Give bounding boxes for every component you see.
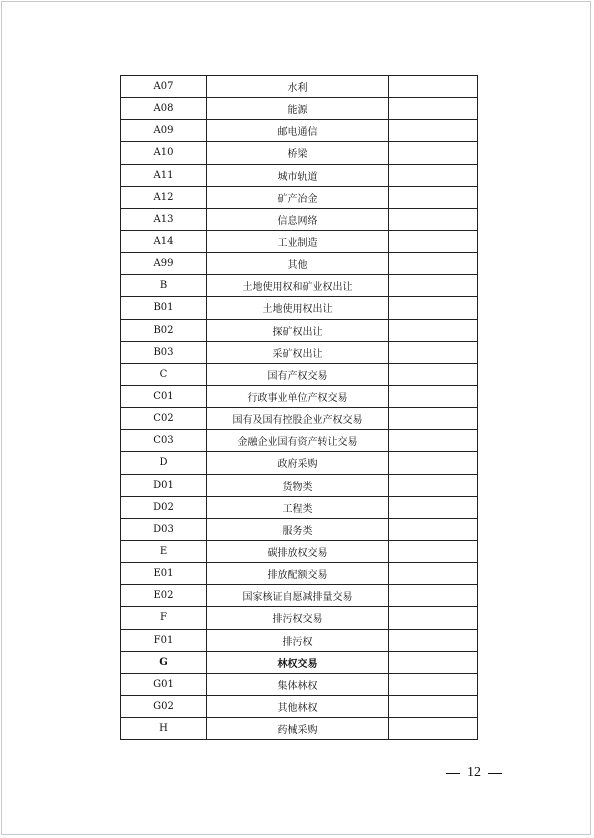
note-cell — [389, 607, 478, 629]
name-cell: 政府采购 — [207, 452, 389, 474]
name-cell: 服务类 — [207, 518, 389, 540]
table-row — [121, 518, 478, 540]
name-cell: 国家核证自愿减排量交易 — [207, 585, 389, 607]
code-cell: F01 — [121, 629, 207, 651]
code-cell: D02 — [121, 496, 207, 518]
name-cell: 城市轨道 — [207, 164, 389, 186]
name-cell: 探矿权出让 — [207, 319, 389, 341]
name-cell: 药械采购 — [207, 718, 389, 740]
name-cell: 碳排放权交易 — [207, 540, 389, 562]
name-cell: 其他林权 — [207, 695, 389, 717]
code-cell: A11 — [121, 164, 207, 186]
name-cell: 土地使用权和矿业权出让 — [207, 275, 389, 297]
note-cell — [389, 430, 478, 452]
table-row — [121, 385, 478, 407]
table-row — [121, 452, 478, 474]
code-cell: B01 — [121, 297, 207, 319]
note-cell — [389, 120, 478, 142]
name-cell: 货物类 — [207, 474, 389, 496]
table-row — [121, 186, 478, 208]
note-cell — [389, 186, 478, 208]
code-cell: A12 — [121, 186, 207, 208]
table-row — [121, 76, 478, 98]
note-cell — [389, 695, 478, 717]
table-row — [121, 607, 478, 629]
name-cell: 工业制造 — [207, 230, 389, 252]
table-row — [121, 474, 478, 496]
name-cell: 集体林权 — [207, 673, 389, 695]
note-cell — [389, 474, 478, 496]
note-cell — [389, 651, 478, 673]
note-cell — [389, 341, 478, 363]
table-row — [121, 275, 478, 297]
table-row — [121, 120, 478, 142]
code-cell: A07 — [121, 76, 207, 98]
name-cell: 信息网络 — [207, 208, 389, 230]
table-row — [121, 651, 478, 673]
note-cell — [389, 585, 478, 607]
name-cell: 国有及国有控股企业产权交易 — [207, 408, 389, 430]
name-cell: 采矿权出让 — [207, 341, 389, 363]
table-row — [121, 164, 478, 186]
note-cell — [389, 673, 478, 695]
name-cell: 金融企业国有资产转让交易 — [207, 430, 389, 452]
code-cell: A08 — [121, 98, 207, 120]
page-number-text: 12 — [467, 765, 481, 780]
code-cell: E02 — [121, 585, 207, 607]
table-row — [121, 98, 478, 120]
note-cell — [389, 142, 478, 164]
code-cell: B03 — [121, 341, 207, 363]
note-cell — [389, 540, 478, 562]
table-row — [121, 253, 478, 275]
name-cell: 桥梁 — [207, 142, 389, 164]
code-cell: G — [121, 651, 207, 673]
note-cell — [389, 718, 478, 740]
name-cell: 能源 — [207, 98, 389, 120]
code-cell: D03 — [121, 518, 207, 540]
code-cell: A14 — [121, 230, 207, 252]
code-cell: A99 — [121, 253, 207, 275]
table-row — [121, 540, 478, 562]
code-cell: B02 — [121, 319, 207, 341]
note-cell — [389, 496, 478, 518]
note-cell — [389, 363, 478, 385]
table-row — [121, 297, 478, 319]
table-row — [121, 695, 478, 717]
name-cell: 水利 — [207, 76, 389, 98]
table-row — [121, 430, 478, 452]
dash-left — [446, 773, 460, 774]
name-cell: 矿产冶金 — [207, 186, 389, 208]
table-row — [121, 341, 478, 363]
note-cell — [389, 629, 478, 651]
note-cell — [389, 230, 478, 252]
table-body — [121, 76, 478, 740]
name-cell: 土地使用权出让 — [207, 297, 389, 319]
name-cell: 其他 — [207, 253, 389, 275]
table-row — [121, 673, 478, 695]
code-cell: D — [121, 452, 207, 474]
code-cell: F — [121, 607, 207, 629]
name-cell: 行政事业单位产权交易 — [207, 385, 389, 407]
code-cell: A10 — [121, 142, 207, 164]
table-row — [121, 230, 478, 252]
table-row — [121, 718, 478, 740]
code-cell: C03 — [121, 430, 207, 452]
code-cell: C — [121, 363, 207, 385]
table-row — [121, 563, 478, 585]
dash-right — [488, 773, 502, 774]
document-page — [1, 1, 591, 835]
table-row — [121, 585, 478, 607]
code-cell: E — [121, 540, 207, 562]
note-cell — [389, 518, 478, 540]
code-cell: A13 — [121, 208, 207, 230]
note-cell — [389, 385, 478, 407]
table-row — [121, 629, 478, 651]
page-number — [446, 765, 502, 781]
category-code-table — [120, 75, 478, 740]
name-cell: 国有产权交易 — [207, 363, 389, 385]
code-cell: A09 — [121, 120, 207, 142]
name-cell: 邮电通信 — [207, 120, 389, 142]
code-cell: C01 — [121, 385, 207, 407]
note-cell — [389, 452, 478, 474]
code-cell: E01 — [121, 563, 207, 585]
code-cell: D01 — [121, 474, 207, 496]
note-cell — [389, 408, 478, 430]
code-cell: G02 — [121, 695, 207, 717]
note-cell — [389, 275, 478, 297]
name-cell: 工程类 — [207, 496, 389, 518]
code-cell: C02 — [121, 408, 207, 430]
note-cell — [389, 253, 478, 275]
table-row — [121, 208, 478, 230]
code-cell: H — [121, 718, 207, 740]
name-cell: 排污权交易 — [207, 607, 389, 629]
code-cell: G01 — [121, 673, 207, 695]
note-cell — [389, 563, 478, 585]
note-cell — [389, 297, 478, 319]
name-cell: 林权交易 — [207, 651, 389, 673]
note-cell — [389, 208, 478, 230]
table-row — [121, 319, 478, 341]
note-cell — [389, 319, 478, 341]
name-cell: 排放配额交易 — [207, 563, 389, 585]
note-cell — [389, 164, 478, 186]
table-row — [121, 496, 478, 518]
table-row — [121, 408, 478, 430]
code-cell: B — [121, 275, 207, 297]
name-cell: 排污权 — [207, 629, 389, 651]
table-row — [121, 142, 478, 164]
note-cell — [389, 76, 478, 98]
table-row — [121, 363, 478, 385]
note-cell — [389, 98, 478, 120]
